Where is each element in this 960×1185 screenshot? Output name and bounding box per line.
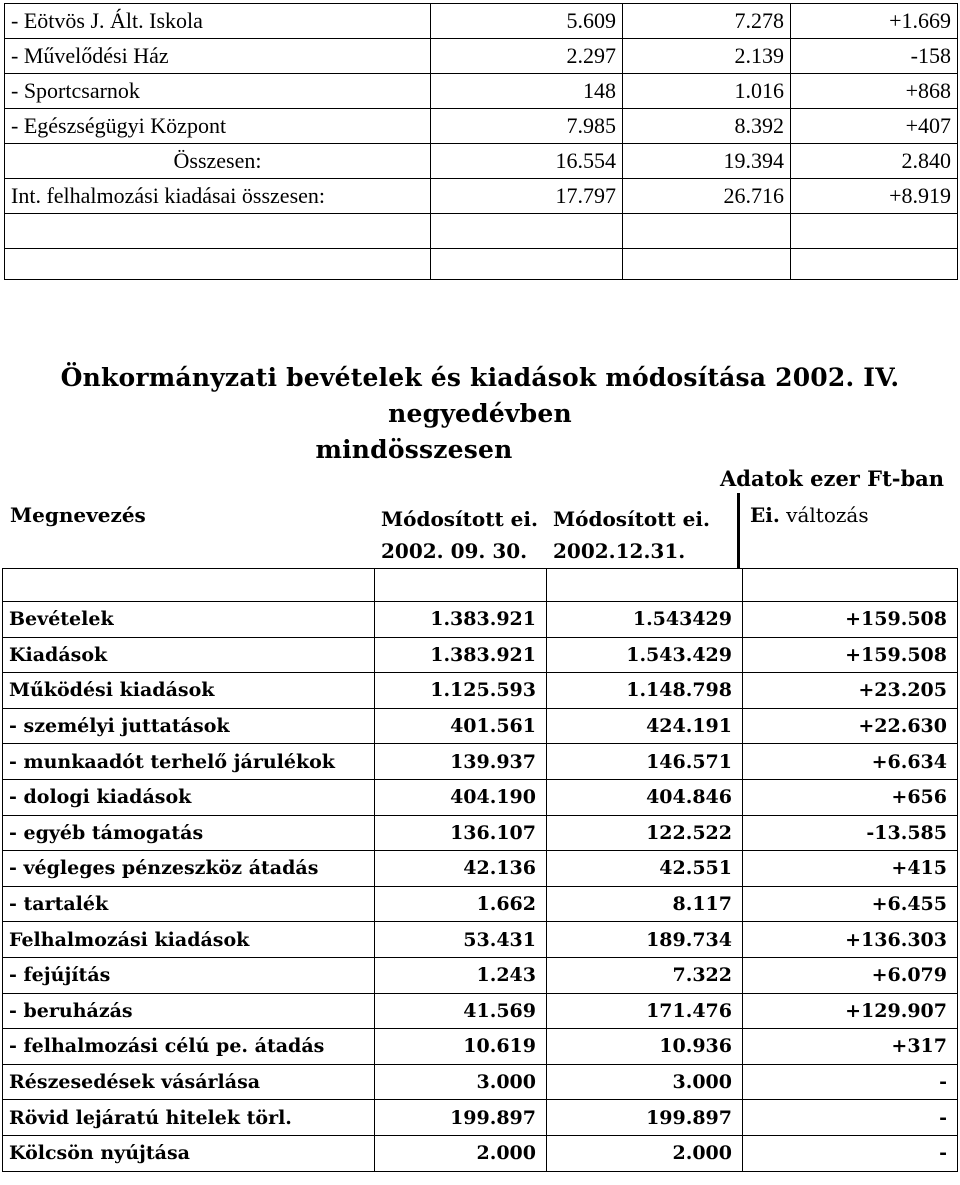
table-row: [3, 993, 958, 1029]
value-col2: 1.543.429: [547, 637, 743, 673]
value-col1: 148: [431, 74, 623, 109]
value-col2: 189.734: [547, 922, 743, 958]
value-col1: 5.609: [431, 4, 623, 39]
value-diff: +136.303: [743, 922, 958, 958]
value-col1: 1.383.921: [375, 602, 547, 638]
title-line-1: Önkormányzati bevételek és kiadások módosítása 2002. IV. negyedévben: [60, 363, 900, 428]
value-col1: 139.937: [375, 744, 547, 780]
table-row: [3, 602, 958, 638]
row-name: Összesen:: [5, 144, 431, 179]
value-col1: 401.561: [375, 708, 547, 744]
value-diff: 2.840: [791, 144, 958, 179]
header-col1-line2: 2002. 09. 30.: [381, 539, 528, 563]
row-name: - tartalék: [3, 886, 375, 922]
table-row: [5, 39, 958, 74]
value-col2: 1.543429: [547, 602, 743, 638]
value-col2: 122.522: [547, 815, 743, 851]
value-diff: +159.508: [743, 602, 958, 638]
table-row: [3, 708, 958, 744]
value-col2: 8.117: [547, 886, 743, 922]
header-col2-line2: 2002.12.31.: [553, 539, 686, 563]
row-name: - beruházás: [3, 993, 375, 1029]
empty-row: [3, 569, 958, 602]
header-col3: [750, 503, 869, 527]
value-col1: 41.569: [375, 993, 547, 1029]
value-col2: 404.846: [547, 779, 743, 815]
value-col2: 8.392: [623, 109, 791, 144]
value-col1: 199.897: [375, 1100, 547, 1136]
header-divider: [737, 493, 740, 568]
row-name: Működési kiadások: [3, 673, 375, 709]
table-row: [3, 673, 958, 709]
value-col1: 2.297: [431, 39, 623, 74]
row-name: - Eötvös J. Ált. Iskola: [5, 4, 431, 39]
table-row: [5, 74, 958, 109]
value-diff: +656: [743, 779, 958, 815]
value-col1: 3.000: [375, 1064, 547, 1100]
row-name: - Sportcsarnok: [5, 74, 431, 109]
row-name: - Egészségügyi Központ: [5, 109, 431, 144]
header-col1-line1: Módosított ei.: [381, 507, 538, 531]
value-col1: 42.136: [375, 851, 547, 887]
row-name: - felhalmozási célú pe. átadás: [3, 1029, 375, 1065]
table-row: [3, 1135, 958, 1171]
value-col2: 2.000: [547, 1135, 743, 1171]
value-col1: 17.797: [431, 179, 623, 214]
table-row: [3, 779, 958, 815]
empty-row: [5, 249, 958, 280]
table-row: [3, 922, 958, 958]
unit-note: Adatok ezer Ft-ban: [720, 466, 945, 491]
table-row: [3, 1100, 958, 1136]
value-col2: 2.139: [623, 39, 791, 74]
value-col1: 1.243: [375, 957, 547, 993]
value-col2: 146.571: [547, 744, 743, 780]
row-name: Felhalmozási kiadások: [3, 922, 375, 958]
value-col2: 171.476: [547, 993, 743, 1029]
value-diff: +6.079: [743, 957, 958, 993]
value-col1: 1.125.593: [375, 673, 547, 709]
header-col3-a: Ei.: [750, 503, 780, 527]
prior-table: [4, 3, 958, 280]
row-name: - személyi juttatások: [3, 708, 375, 744]
row-name: - egyéb támogatás: [3, 815, 375, 851]
row-name: Részesedések vásárlása: [3, 1064, 375, 1100]
value-diff: +22.630: [743, 708, 958, 744]
value-diff: +407: [791, 109, 958, 144]
value-col2: 1.148.798: [547, 673, 743, 709]
value-col1: 1.662: [375, 886, 547, 922]
table-row-grand-total: [5, 179, 958, 214]
value-diff: +129.907: [743, 993, 958, 1029]
table-row: [3, 815, 958, 851]
title-line-2: mindösszesen: [315, 435, 513, 464]
value-col1: 16.554: [431, 144, 623, 179]
value-col2: 19.394: [623, 144, 791, 179]
value-diff: +159.508: [743, 637, 958, 673]
row-name: Int. felhalmozási kiadásai összesen:: [5, 179, 431, 214]
value-col1: 2.000: [375, 1135, 547, 1171]
row-name: - végleges pénzeszköz átadás: [3, 851, 375, 887]
value-col2: 26.716: [623, 179, 791, 214]
value-col1: 7.985: [431, 109, 623, 144]
table-row: [3, 1064, 958, 1100]
value-col2: 424.191: [547, 708, 743, 744]
row-name: - munkaadót terhelő járulékok: [3, 744, 375, 780]
row-name: - dologi kiadások: [3, 779, 375, 815]
value-diff: -: [743, 1064, 958, 1100]
table-row: [5, 4, 958, 39]
value-col2: 199.897: [547, 1100, 743, 1136]
value-col1: 1.383.921: [375, 637, 547, 673]
value-diff: -13.585: [743, 815, 958, 851]
value-col2: 1.016: [623, 74, 791, 109]
value-col1: 10.619: [375, 1029, 547, 1065]
header-col2: [553, 503, 710, 567]
value-col2: 7.278: [623, 4, 791, 39]
empty-row: [5, 214, 958, 249]
header-name: Megnevezés: [10, 503, 146, 527]
header-col3-b: változás: [786, 503, 869, 527]
header-col1: [381, 503, 538, 567]
table-row: [3, 957, 958, 993]
value-col2: 3.000: [547, 1064, 743, 1100]
table-row: [3, 851, 958, 887]
row-name: - fejújítás: [3, 957, 375, 993]
value-col1: 53.431: [375, 922, 547, 958]
value-diff: -158: [791, 39, 958, 74]
value-col2: 10.936: [547, 1029, 743, 1065]
table-row: [5, 109, 958, 144]
table-row: [3, 637, 958, 673]
row-name: Kiadások: [3, 637, 375, 673]
budget-table: [2, 568, 958, 1172]
table-row: [3, 744, 958, 780]
value-diff: +6.634: [743, 744, 958, 780]
value-diff: +1.669: [791, 4, 958, 39]
row-name: Kölcsön nyújtása: [3, 1135, 375, 1171]
row-name: - Művelődési Ház: [5, 39, 431, 74]
table-row: [3, 1029, 958, 1065]
value-diff: +8.919: [791, 179, 958, 214]
value-diff: +317: [743, 1029, 958, 1065]
value-col2: 42.551: [547, 851, 743, 887]
page-title: [0, 360, 960, 468]
table-row: [3, 886, 958, 922]
table-row-total: [5, 144, 958, 179]
row-name: Bevételek: [3, 602, 375, 638]
value-diff: -: [743, 1135, 958, 1171]
row-name: Rövid lejáratú hitelek törl.: [3, 1100, 375, 1136]
value-col2: 7.322: [547, 957, 743, 993]
header-col2-line1: Módosított ei.: [553, 507, 710, 531]
value-col1: 404.190: [375, 779, 547, 815]
value-diff: +415: [743, 851, 958, 887]
value-col1: 136.107: [375, 815, 547, 851]
value-diff: -: [743, 1100, 958, 1136]
value-diff: +868: [791, 74, 958, 109]
value-diff: +6.455: [743, 886, 958, 922]
value-diff: +23.205: [743, 673, 958, 709]
